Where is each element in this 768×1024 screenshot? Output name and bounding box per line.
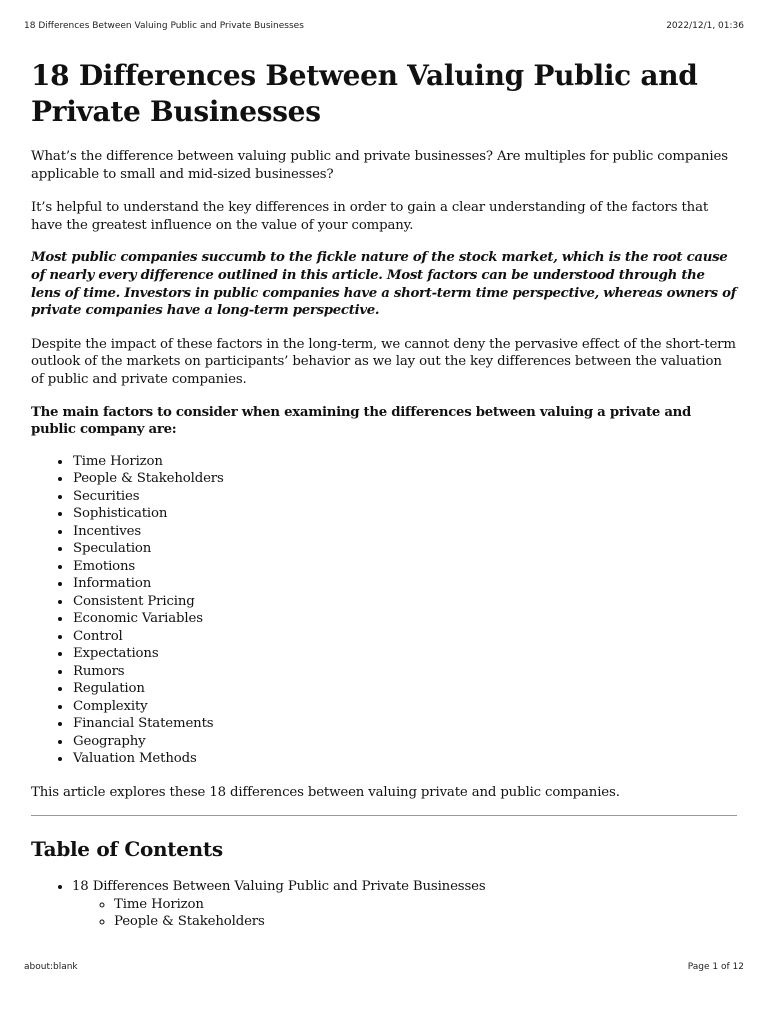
factors-lead-in: The main factors to consider when examining the differences between valuing a private and public company are: xyxy=(31,404,692,438)
factors-list xyxy=(31,453,737,768)
factor-item: • Rumors xyxy=(72,663,737,681)
context-paragraph: It’s helpful to understand the key differences in order to gain a clear understanding of the factors that have the greatest influence on the value of your company. xyxy=(31,200,709,233)
toc-list xyxy=(31,878,737,931)
factor-item: • Sophistication xyxy=(72,505,737,523)
factor-item: • Complexity xyxy=(72,698,737,716)
factor-item: • Consistent Pricing xyxy=(72,593,737,611)
toc-link-time-horizon[interactable]: Time Horizon xyxy=(114,896,204,912)
factor-item: • Economic Variables xyxy=(72,610,737,628)
factor-item: • Incentives xyxy=(72,523,737,541)
toc-link-people-stakeholders[interactable]: People & Stakeholders xyxy=(114,914,265,930)
factor-item: • Emotions xyxy=(72,558,737,576)
factor-item: • Geography xyxy=(72,733,737,751)
page-title: 18 Differences Between Valuing Public and Private Businesses xyxy=(31,59,698,128)
emphasis-paragraph: Most public companies succumb to the fickle nature of the stock market, which is the root cause of nearly every difference outlined in this article. Most factors can be understood through the lens of time. Investors in public companies have a short-term time perspective, whereas owners of private companies have a long-term perspective. xyxy=(31,250,737,319)
factor-item: • Regulation xyxy=(72,680,737,698)
factor-item: • Expectations xyxy=(72,645,737,663)
closing-paragraph: This article explores these 18 differences between valuing private and public companies. xyxy=(31,784,620,800)
toc-subitem xyxy=(114,913,737,931)
toc-link-main[interactable]: 18 Differences Between Valuing Public and Private Businesses xyxy=(72,879,486,895)
factor-item: • Securities xyxy=(72,488,737,506)
section-divider xyxy=(31,815,737,816)
factor-item: • People & Stakeholders xyxy=(72,470,737,488)
factor-item: • Control xyxy=(72,628,737,646)
toc-item xyxy=(72,878,737,931)
print-header-title: 18 Differences Between Valuing Public and Private Businesses xyxy=(24,21,304,31)
factor-item: • Speculation xyxy=(72,540,737,558)
print-footer-url: about:blank xyxy=(24,962,78,972)
toc-sublist xyxy=(72,896,737,931)
intro-paragraph: What’s the difference between valuing public and private businesses? Are multiples for public companies applicable to small and mid-sized businesses? xyxy=(31,149,728,182)
factor-item: • Financial Statements xyxy=(72,715,737,733)
print-footer-page-number: Page 1 of 12 xyxy=(687,962,744,972)
factor-item: • Time Horizon xyxy=(72,453,737,471)
print-header xyxy=(24,19,744,33)
toc-subitem xyxy=(114,896,737,914)
impact-paragraph: Despite the impact of these factors in the long-term, we cannot deny the pervasive effect of the short-term outlook of the markets on participants’ behavior as we lay out the key differences between the valuation of public and private companies. xyxy=(31,336,736,387)
article xyxy=(31,58,737,931)
factor-item: • Valuation Methods xyxy=(72,750,737,768)
toc-heading: Table of Contents xyxy=(31,837,223,862)
print-footer xyxy=(24,960,744,974)
factor-item: • Information xyxy=(72,575,737,593)
print-header-datetime: 2022/12/1, 01:36 xyxy=(666,21,744,31)
